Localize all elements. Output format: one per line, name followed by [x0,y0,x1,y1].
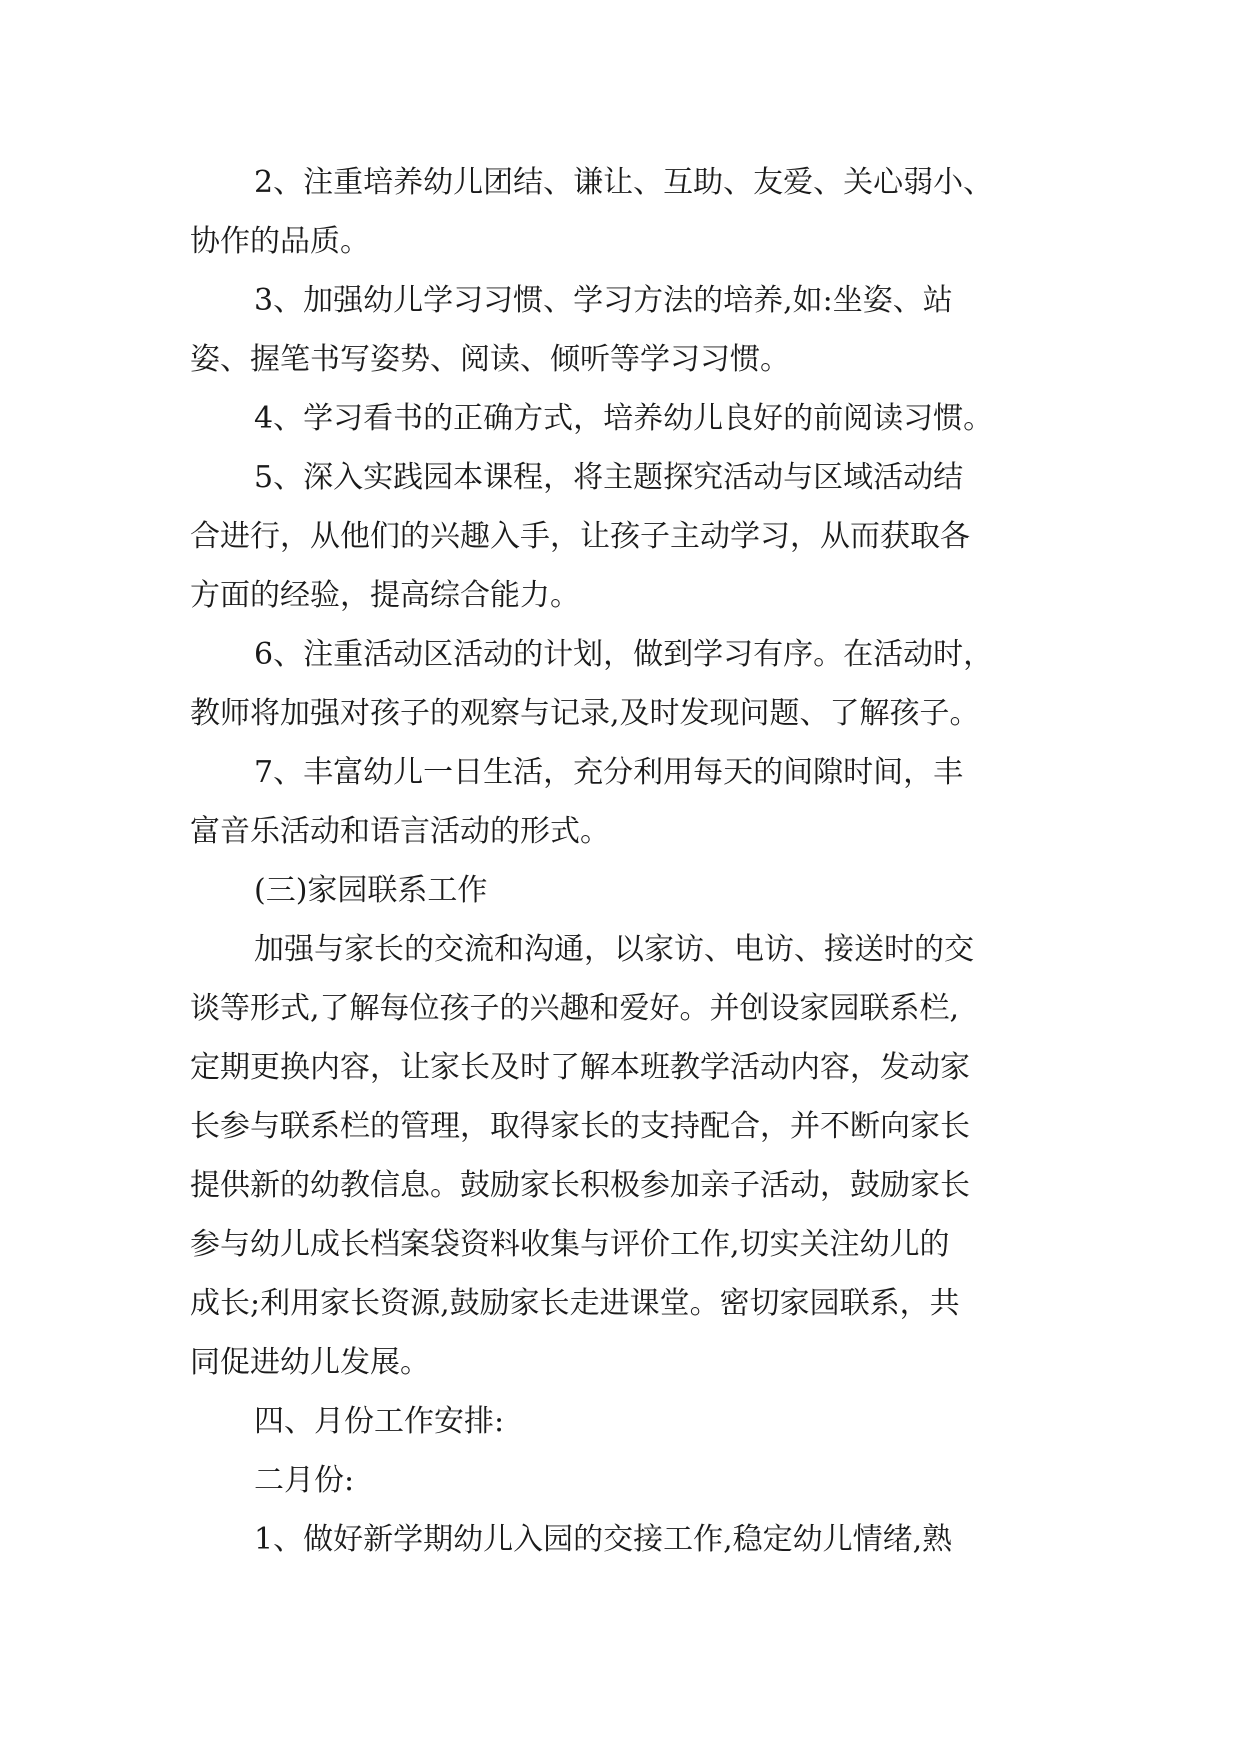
section-heading-monthly-schedule: 四、月份工作安排: [254,1404,505,1439]
home-school-paragraph-line-5: 提供新的幼教信息。鼓励家长积极参加亲子活动，鼓励家长 [190,1168,970,1203]
home-school-paragraph-line-1: 加强与家长的交流和沟通，以家访、电访、接送时的交 [254,932,974,967]
item-3-line-1: 3、加强幼儿学习习惯、学习方法的培养,如:坐姿、站 [254,283,953,318]
item-2-line-1: 2、注重培养幼儿团结、谦让、互助、友爱、关心弱小、 [254,165,994,200]
item-7-line-2: 富音乐活动和语言活动的形式。 [190,814,610,849]
february-item-1-line-1: 1、做好新学期幼儿入园的交接工作,稳定幼儿情绪,熟 [254,1522,953,1557]
item-3-line-2: 姿、握笔书写姿势、阅读、倾听等学习习惯。 [190,342,790,377]
home-school-paragraph-line-2: 谈等形式,了解每位孩子的兴趣和爱好。并创设家园联系栏, [190,991,960,1026]
item-4-line-1: 4、学习看书的正确方式，培养幼儿良好的前阅读习惯。 [254,401,994,436]
home-school-paragraph-line-4: 长参与联系栏的管理，取得家长的支持配合，并不断向家长 [190,1109,970,1144]
section-heading-home-school: (三)家园联系工作 [254,873,488,908]
item-5-line-1: 5、深入实践园本课程，将主题探究活动与区域活动结 [254,460,964,495]
item-6-line-1: 6、注重活动区活动的计划，做到学习有序。在活动时， [254,637,994,672]
item-7-line-1: 7、丰富幼儿一日生活，充分利用每天的间隙时间，丰 [254,755,964,790]
home-school-paragraph-line-8: 同促进幼儿发展。 [190,1345,430,1380]
item-5-line-2: 合进行，从他们的兴趣入手，让孩子主动学习，从而获取各 [190,519,970,554]
home-school-paragraph-line-7: 成长;利用家长资源,鼓励家长走进课堂。密切家园联系，共 [190,1286,960,1321]
item-6-line-2: 教师将加强对孩子的观察与记录,及时发现问题、了解孩子。 [190,696,980,731]
home-school-paragraph-line-6: 参与幼儿成长档案袋资料收集与评价工作,切实关注幼儿的 [190,1227,950,1262]
subheading-february: 二月份: [254,1463,355,1498]
item-2-line-2: 协作的品质。 [190,224,370,259]
item-5-line-3: 方面的经验，提高综合能力。 [190,578,580,613]
home-school-paragraph-line-3: 定期更换内容，让家长及时了解本班教学活动内容，发动家 [190,1050,970,1085]
